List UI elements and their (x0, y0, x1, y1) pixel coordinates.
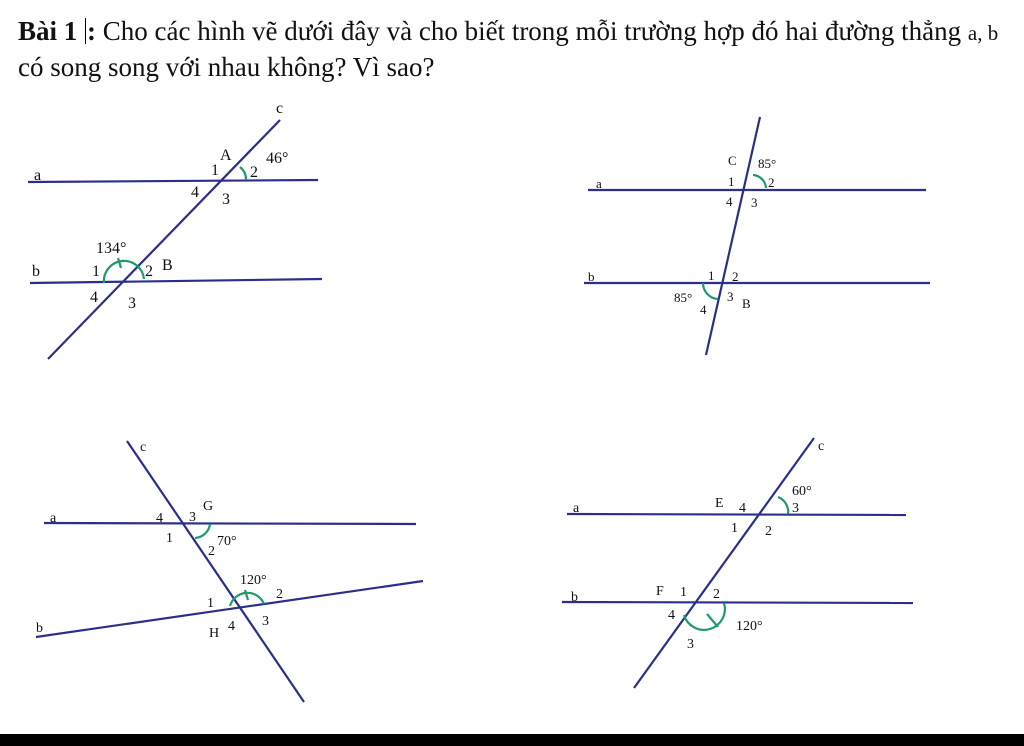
fig2-B2: 2 (732, 269, 739, 284)
fig4-E3: 3 (792, 501, 799, 516)
fig4-angle-E-arc (778, 497, 788, 514)
fig1-angle-A-arc (240, 167, 246, 180)
fig1-line-b (30, 279, 322, 283)
fig1-label-c: c (276, 100, 284, 117)
fig3-label-a: a (50, 511, 57, 526)
fig3-H1: 1 (207, 596, 214, 611)
fig2-label-b: b (588, 269, 595, 284)
fig3-H4: 4 (228, 619, 235, 634)
prompt-text-2: có song song với nhau không? Vì sao? (18, 52, 435, 82)
fig2-B1: 1 (708, 268, 715, 283)
fig2-label-B: B (742, 296, 751, 311)
fig3-H2: 2 (276, 587, 283, 602)
fig4-E2: 2 (765, 524, 772, 539)
fig4-F3: 3 (687, 637, 694, 652)
fig4-label-c: c (818, 439, 825, 454)
fig1-line-a (28, 180, 318, 182)
fig3-label-H: H (209, 626, 220, 641)
fig1-angle-top: 46° (266, 150, 289, 167)
fig2-C2: 2 (768, 175, 775, 190)
fig1-label-b: b (32, 263, 40, 280)
exercise-colon: : (87, 16, 97, 46)
fig4-E1: 1 (731, 521, 738, 536)
fig2-angle-B-arc (703, 283, 718, 299)
fig2-angle-C-arc (753, 175, 766, 188)
fig3-G4: 4 (156, 511, 163, 526)
fig1-angle-bottom: 134° (96, 240, 127, 257)
fig4-angle-F-tick (707, 614, 718, 627)
fig1-line-c (48, 120, 280, 359)
fig4-angle-F-arc (684, 603, 725, 630)
fig2-angle-top: 85° (758, 156, 777, 171)
fig3-G3: 3 (189, 510, 196, 525)
fig2-B4: 4 (700, 302, 707, 317)
fig1-angle-B-tick (118, 258, 121, 268)
fig3-angle-H-tick (245, 590, 248, 600)
fig1-B4: 4 (90, 289, 98, 306)
fig4-label-F: F (656, 584, 664, 599)
fig3-label-G: G (203, 499, 214, 514)
fig4-F1: 1 (680, 585, 687, 600)
fig3-H3: 3 (262, 614, 269, 629)
fig4-angle-top: 60° (792, 484, 812, 499)
fig3-angle-bottom: 120° (240, 573, 267, 588)
fig3-G2: 2 (208, 544, 215, 559)
fig3-label-c: c (140, 440, 147, 455)
fig1-label-B: B (162, 257, 173, 274)
fig2-angle-bottom: 85° (674, 290, 693, 305)
fig2-label-a: a (596, 176, 602, 191)
fig1-A2: 2 (250, 164, 258, 181)
fig1-A3: 3 (222, 191, 230, 208)
fig2-C1: 1 (728, 174, 735, 189)
fig4-label-a: a (573, 501, 580, 516)
fig2-B3: 3 (727, 289, 734, 304)
fig1-B2: 2 (145, 263, 153, 280)
fig1-A1: 1 (211, 162, 219, 179)
fig3-angle-top: 70° (217, 534, 237, 549)
fig4-line-b (562, 602, 913, 603)
fig1-B3: 3 (128, 295, 136, 312)
fig3-angle-G-arc (195, 524, 210, 538)
fig3-line-c (127, 441, 304, 702)
fig4-label-E: E (715, 496, 724, 511)
fig2-C4: 4 (726, 194, 733, 209)
fig3-G1: 1 (166, 531, 173, 546)
fig1-label-a: a (34, 167, 42, 184)
fig1-label-A: A (220, 147, 232, 164)
fig3-label-b: b (36, 621, 43, 636)
fig1-B1: 1 (92, 263, 100, 280)
fig4-E4: 4 (739, 501, 746, 516)
prompt-text-1: Cho các hình vẽ dưới đây và cho biết trong mỗi trường hợp đó hai đường thẳng (96, 16, 968, 46)
fig4-line-c (634, 438, 814, 688)
bottom-bar (0, 734, 1024, 746)
prompt-lines-ab: a, b (967, 21, 999, 45)
fig4-F2: 2 (713, 587, 720, 602)
fig2-label-C: C (728, 153, 737, 168)
fig4-label-b: b (571, 590, 578, 605)
exercise-label: Bài 1 (18, 16, 78, 46)
fig4-angle-bottom: 120° (736, 619, 763, 634)
fig1-A4: 4 (191, 184, 199, 201)
fig4-line-a (567, 514, 906, 515)
fig2-C3: 3 (751, 195, 758, 210)
fig3-line-a (44, 523, 416, 524)
fig4-F4: 4 (668, 608, 675, 623)
